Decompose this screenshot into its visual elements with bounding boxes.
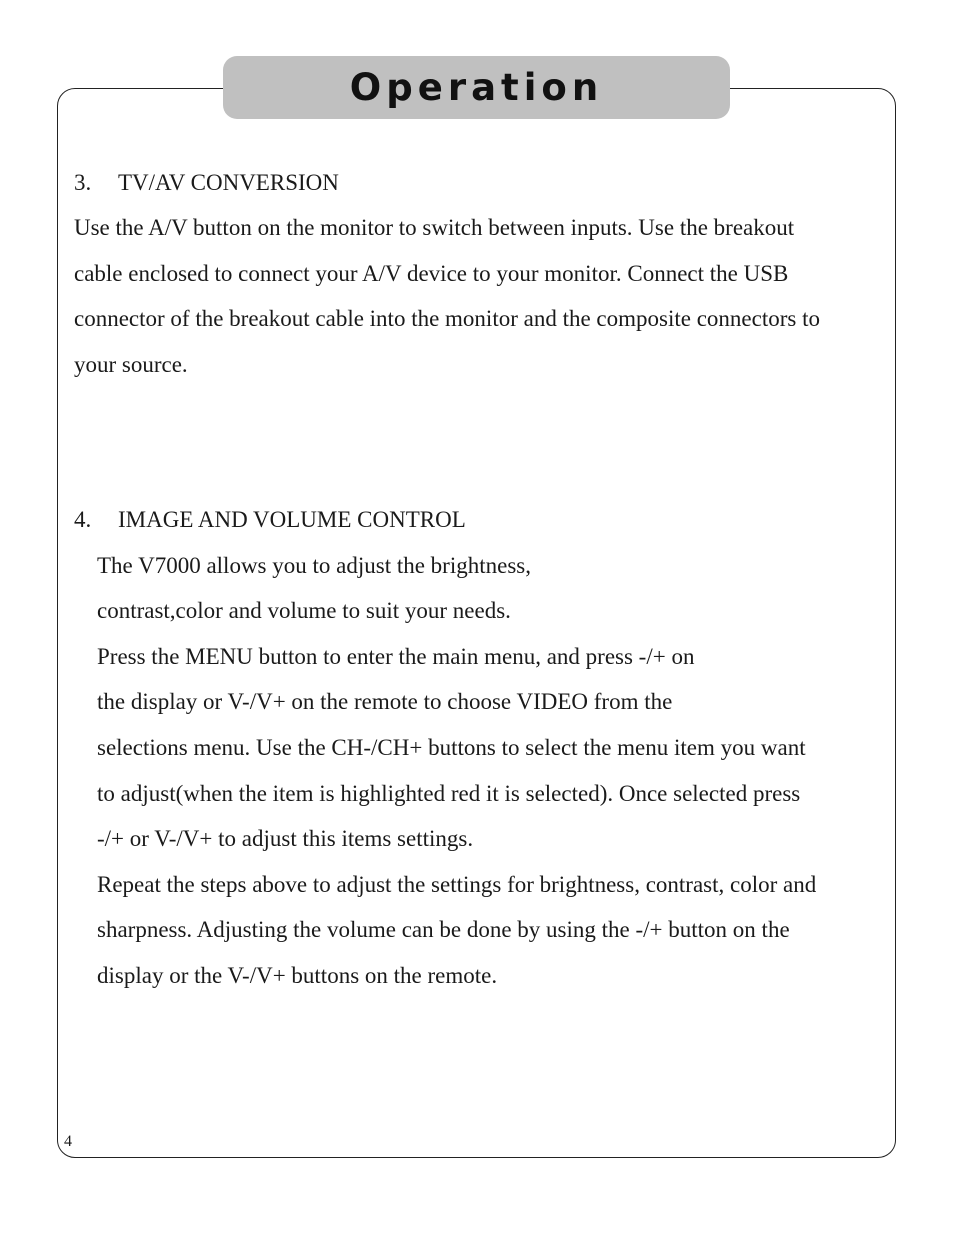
section-heading — [74, 170, 339, 195]
page-frame — [57, 88, 896, 1158]
paragraph-line: your source. — [74, 352, 188, 377]
paragraph-line: contrast,color and volume to suit your needs. — [97, 598, 511, 623]
paragraph-line: connector of the breakout cable into the monitor and the composite connectors to — [74, 306, 820, 331]
section-heading-text: IMAGE AND VOLUME CONTROL — [118, 507, 466, 532]
page-title: Operation — [349, 66, 604, 109]
paragraph-line: selections menu. Use the CH-/CH+ buttons to select the menu item you want — [97, 735, 806, 760]
paragraph-line: sharpness. Adjusting the volume can be done by using the -/+ button on the — [97, 917, 790, 942]
paragraph-line: cable enclosed to connect your A/V device to your monitor. Connect the USB — [74, 261, 789, 286]
section-heading — [74, 507, 466, 532]
section-heading-text: TV/AV CONVERSION — [118, 170, 339, 195]
paragraph-line: Press the MENU button to enter the main menu, and press -/+ on — [97, 644, 695, 669]
paragraph-line: Repeat the steps above to adjust the settings for brightness, contrast, color and — [97, 872, 817, 897]
paragraph-line: Use the A/V button on the monitor to switch between inputs. Use the breakout — [74, 215, 795, 240]
paragraph-line: the display or V-/V+ on the remote to choose VIDEO from the — [97, 689, 673, 714]
paragraph-line: to adjust(when the item is highlighted red it is selected). Once selected press — [97, 781, 801, 806]
section-title-tab — [223, 56, 730, 119]
paragraph-line: display or the V-/V+ buttons on the remote. — [97, 963, 498, 988]
paragraph-line: -/+ or V-/V+ to adjust this items settings. — [97, 826, 474, 851]
section-number: 3. — [74, 170, 92, 195]
page-number: 4 — [64, 1133, 72, 1150]
paragraph-line: The V7000 allows you to adjust the brightness, — [97, 553, 531, 578]
section-number: 4. — [74, 507, 92, 532]
